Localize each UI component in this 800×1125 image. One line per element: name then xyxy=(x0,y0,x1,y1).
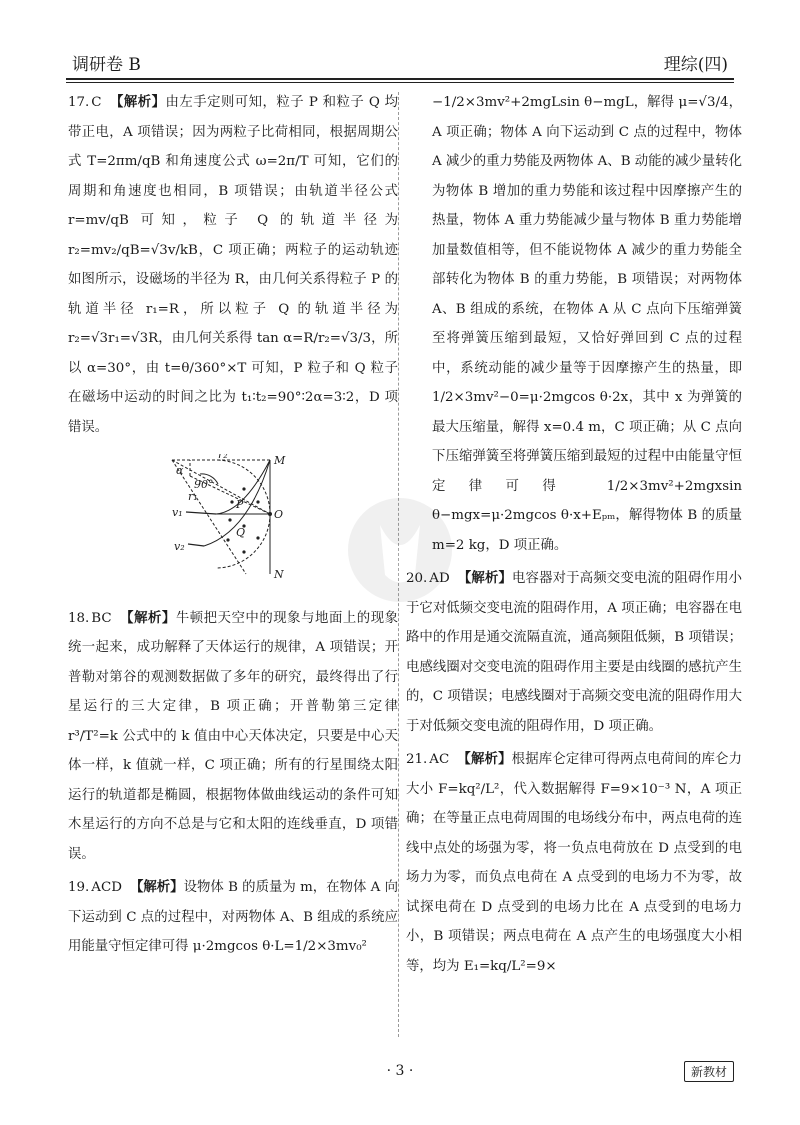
question-19 xyxy=(68,873,398,962)
label-Q: Q xyxy=(236,526,246,539)
left-column xyxy=(68,88,398,966)
right-column xyxy=(406,88,742,985)
header-rule-thin xyxy=(66,82,734,83)
question-number: 20. xyxy=(406,571,428,586)
label-v1: v₁ xyxy=(172,506,183,519)
answer-choice: AD xyxy=(429,571,450,586)
header-right-title: 理综(四) xyxy=(663,55,728,75)
analysis-text: 根据库仑定律可得两点电荷间的库仑力大小 F=kq²/L²，代入数据解得 F=9×10⁻³ N，A 项正确；在等量正点电荷周围的电场线分布中，两点电荷的连线中点处的场强为零，将一负点电荷放在 D 点受到的电场力为零，而负点电荷在 A 点受到的电场力不为零，故试探电荷在 D 点受到的电场力比在 A 点受到的电场力小，B 项错误；两点电荷在 A 点产生的电场强度大小相等，均为 E₁=kq/L²=9× xyxy=(406,752,743,974)
question-number: 19. xyxy=(68,880,90,895)
question-20 xyxy=(406,564,742,741)
label-r1: r₁ xyxy=(188,490,198,503)
header-left-title: 调研卷 B xyxy=(72,55,141,75)
label-O: O xyxy=(274,508,284,521)
analysis-tag: 【解析】 xyxy=(129,879,184,895)
question-18 xyxy=(68,604,398,870)
analysis-tag: 【解析】 xyxy=(109,94,166,110)
answer-choice: BC xyxy=(91,610,112,626)
label-P: P xyxy=(236,498,244,511)
analysis-text: 电容器对于高频交变电流的阻碍作用小于它对低频交变电流的阻碍作用，A 项正确；电容器在电路中的作用是通交流隔直流，通高频阻低频，B 项错误；电感线圈对交变电流的阻碍作用主要是由线圈的感抗产生的，C 项错误；电感线圈对于高频交变电流的阻碍作用大于对低频交变电流的阻碍作用，D 项正确。 xyxy=(406,571,743,734)
page-header xyxy=(66,44,734,80)
analysis-text: 设物体 B 的质量为 m，在物体 A 向下运动到 C 点的过程中，对两物体 A、B 组成的系统应用能量守恒定律可得 μ·2mgcos θ·L=1/2×3mv₀² xyxy=(68,880,399,954)
label-r2: r₂ xyxy=(218,454,228,461)
label-90deg: 90° xyxy=(194,478,214,491)
answer-choice: ACD xyxy=(91,880,122,895)
magnetic-field-diagram xyxy=(68,454,398,582)
page-number: · 3 · xyxy=(386,1063,414,1079)
question-number: 18. xyxy=(68,610,90,626)
question-number: 17. xyxy=(68,95,90,110)
label-N: N xyxy=(274,568,284,581)
answer-choice: AC xyxy=(429,752,450,767)
analysis-tag: 【解析】 xyxy=(119,609,176,626)
edition-badge: 新教材 xyxy=(684,1061,734,1082)
analysis-text: 由左手定则可知，粒子 P 和粒子 Q 均带正电，A 项错误；因为两粒子比荷相同，根据周期公式 T=2πm/qB 和角速度公式 ω=2π/T 可知，它们的周期和角速度也相同，B 项错误；由轨道半径公式 r=mv/qB 可知，粒子 Q 的轨道半径为 r₂=mv₂/qB=√3v/kB，C 项正确；两粒子的运动轨迹如图所示，设磁场的半径为 R，由几何关系得粒子 P 的轨道半径 r₁=R，所以粒子 Q 的轨道半径为 r₂=√3r₁=√3R，由几何关系得 tan α=R/r₂=√3/3，所以 α=30°，由 t=θ/360°×T 可知，P 粒子和 Q 粒子在磁场中运动的时间之比为 t₁∶t₂=90°∶2α=3∶2，D 项错误。 xyxy=(68,95,399,435)
analysis-tag: 【解析】 xyxy=(457,751,512,767)
label-M: M xyxy=(274,454,286,467)
analysis-tag: 【解析】 xyxy=(457,570,513,586)
label-alpha: α xyxy=(176,464,184,477)
analysis-text: 牛顿把天空中的现象与地面上的现象统一起来，成功解释了天体运行的规律，A 项错误；开普勒对第谷的观测数据做了多年的研究，最终得出了行星运行的三大定律，B 项正确；开普勒第三定律 r³/T²=k 公式中的 k 值由中心天体决定，只要是中心天体一样，k 值就一样，C 项正确；所有的行星围绕太阳运行的轨道都是椭圆，根据物体做曲线运动的条件可知木星运行的方向不总是与它和太阳的连线垂直，D 项错误。 xyxy=(68,610,399,862)
question-number: 21. xyxy=(406,752,428,767)
question-21 xyxy=(406,745,742,981)
label-v2: v₂ xyxy=(174,540,185,553)
header-rule xyxy=(66,78,734,80)
question-17 xyxy=(68,88,398,442)
answer-choice: C xyxy=(91,95,102,110)
question-19-continued: −1/2×3mv²+2mgLsin θ−mgL，解得 μ=√3/4，A 项正确；物体 A 向下运动到 C 点的过程中，物体 A 减少的重力势能及两物体 A、B 动能的减少量转化为物体 B 增加的重力势能和该过程中因摩擦产生的热量，物体 A 重力势能减少量与物体 B 重力势能增加量数值相等，但不能说物体 A 减少的重力势能全部转化为物体 B 的重力势能，B 项错误；对两物体 A、B 组成的系统，在物体 A 从 C 点向下压缩弹簧至将弹簧压缩到最短，又恰好弹回到 C 点的过程中，系统动能的减少量等于因摩擦产生的热量，即 1/2×3mv²−0=μ·2mgcos θ·2x，其中 x 为弹簧的最大压缩量，解得 x=0.4 m，C 项正确；从 C 点向下压缩弹簧至将弹簧压缩到最短的过程中由能量守恒定律可得 1/2×3mv²+2mgxsin θ−mgx=μ·2mgcos θ·x+Eₚₘ，解得物体 B 的质量 m=2 kg，D 项正确。 xyxy=(432,95,742,553)
